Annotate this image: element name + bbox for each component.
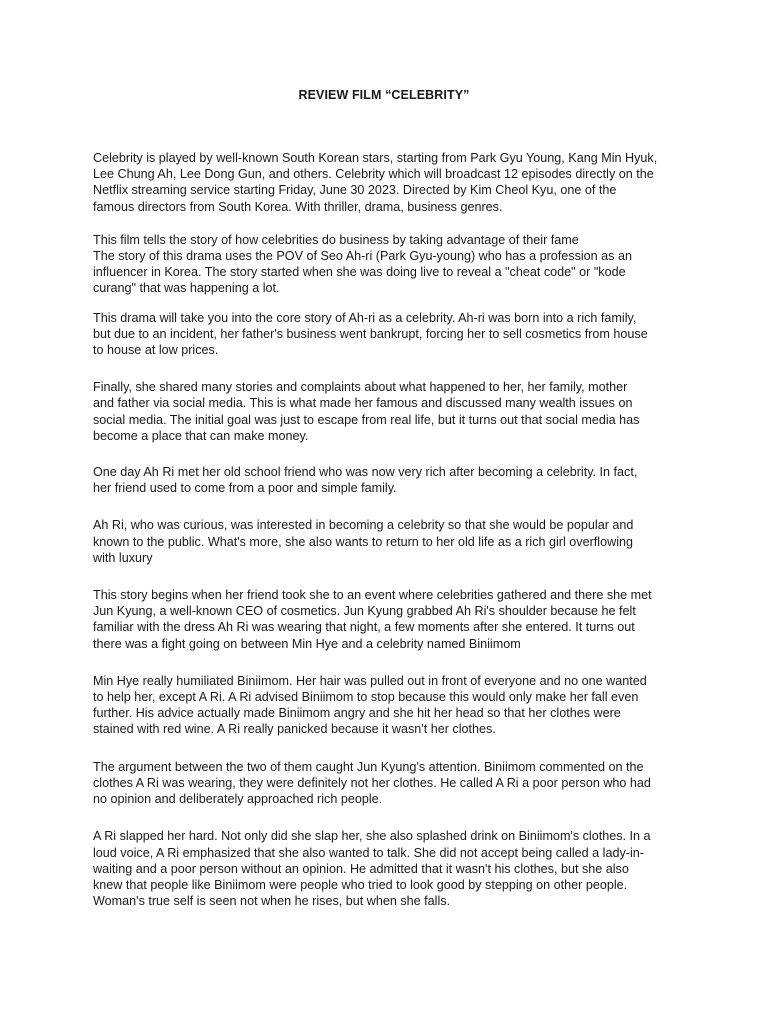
paragraph-line: but due to an incident, her father's business went bankrupt, forcing her to sell cosmetics from house xyxy=(93,326,648,341)
paragraph-line: waiting and a poor person without an opinion. He admitted that it wasn't his clothes, but she also xyxy=(93,861,629,876)
paragraph-line: Netflix streaming service starting Friday, June 30 2023. Directed by Kim Cheol Kyu, one of the xyxy=(93,183,617,198)
paragraph xyxy=(93,464,683,496)
paragraph-line: The story of this drama uses the POV of Seo Ah-ri (Park Gyu-young) who has a profession as an xyxy=(93,249,632,264)
paragraph-line: Finally, she shared many stories and complaints about what happened to her, her family, mother xyxy=(93,380,628,395)
document-body xyxy=(93,150,683,909)
paragraph-line: and father via social media. This is what made her famous and discussed many wealth issues on xyxy=(93,396,633,411)
paragraph xyxy=(93,828,683,909)
paragraph-line: Celebrity is played by well-known South Korean stars, starting from Park Gyu Young, Kang Min Hyuk, xyxy=(93,151,658,165)
paragraph xyxy=(93,379,683,444)
paragraph-line: stained with red wine. A Ri really panicked because it wasn't her clothes. xyxy=(93,722,496,737)
paragraph-line: knew that people like Biniimom were people who tried to look good by stepping on other people. xyxy=(93,877,628,892)
paragraph-line: her friend used to come from a poor and simple family. xyxy=(93,481,397,496)
paragraph-line: loud voice, A Ri emphasized that she also wanted to talk. She did not accept being called a lady-in- xyxy=(93,845,644,860)
paragraph-line: clothes A Ri was wearing, they were definitely not her clothes. He called A Ri a poor person who had xyxy=(93,775,651,790)
paragraph xyxy=(93,232,683,297)
paragraph-line: curang" that was happening a lot. xyxy=(93,281,280,296)
paragraph-line: to house at low prices. xyxy=(93,343,219,358)
paragraph xyxy=(93,759,683,808)
paragraph-line: The argument between the two of them caught Jun Kyung's attention. Biniimom commented on the xyxy=(93,759,644,774)
paragraph-line: social media. The initial goal was just to escape from real life, but it turns out that social media has xyxy=(93,412,640,427)
paragraph-line: Lee Chung Ah, Lee Dong Gun, and others. Celebrity which will broadcast 12 episodes directly on the xyxy=(93,167,654,182)
paragraph xyxy=(93,587,683,652)
paragraph-line: Min Hye really humiliated Biniimom. Her hair was pulled out in front of everyone and no one wanted xyxy=(93,673,647,688)
paragraph-line: with luxury xyxy=(93,550,153,565)
paragraph-line: This film tells the story of how celebrities do business by taking advantage of their fame xyxy=(93,232,579,247)
paragraph-line: One day Ah Ri met her old school friend who was now very rich after becoming a celebrity. In fact, xyxy=(93,465,638,480)
paragraph-line: known to the public. What's more, she also wants to return to her old life as a rich girl overflowing xyxy=(93,534,633,549)
paragraph-line: familiar with the dress Ah Ri was wearing that night, a few moments after she entered. It turns out xyxy=(93,620,635,635)
paragraph xyxy=(93,517,683,566)
paragraph-line: famous directors from South Korea. With thriller, drama, business genres. xyxy=(93,199,503,214)
paragraph-line: Jun Kyung, a well-known CEO of cosmetics. Jun Kyung grabbed Ah Ri's shoulder because he felt xyxy=(93,604,636,619)
document-title: REVIEW FILM “CELEBRITY” xyxy=(298,88,470,102)
paragraph xyxy=(93,310,683,359)
paragraph-line: further. His advice actually made Biniimom angry and she hit her head so that her clothes were xyxy=(93,706,621,721)
paragraph xyxy=(93,673,683,738)
paragraph-line: to help her, except A Ri. A Ri advised Biniimom to stop because this would only make her fall even xyxy=(93,690,639,705)
paragraph-line: influencer in Korea. The story started when she was doing live to reveal a "cheat code" or "kode xyxy=(93,265,626,280)
paragraph-line: This story begins when her friend took she to an event where celebrities gathered and there she met xyxy=(93,588,652,603)
paragraph-line: Woman's true self is seen not when he rises, but when she falls. xyxy=(93,894,451,909)
paragraph-line: A Ri slapped her hard. Not only did she slap her, she also splashed drink on Biniimom's clothes. In a xyxy=(93,829,651,844)
paragraph xyxy=(93,150,683,215)
paragraph-line: become a place that can make money. xyxy=(93,428,309,443)
paragraph-line: Ah Ri, who was curious, was interested in becoming a celebrity so that she would be popular and xyxy=(93,518,634,533)
paragraph-line: there was a fight going on between Min Hye and a celebrity named Biniimom xyxy=(93,636,521,651)
paragraph-line: no opinion and deliberately approached rich people. xyxy=(93,792,383,807)
paragraph-line: This drama will take you into the core story of Ah-ri as a celebrity. Ah-ri was born into a rich family, xyxy=(93,310,637,325)
